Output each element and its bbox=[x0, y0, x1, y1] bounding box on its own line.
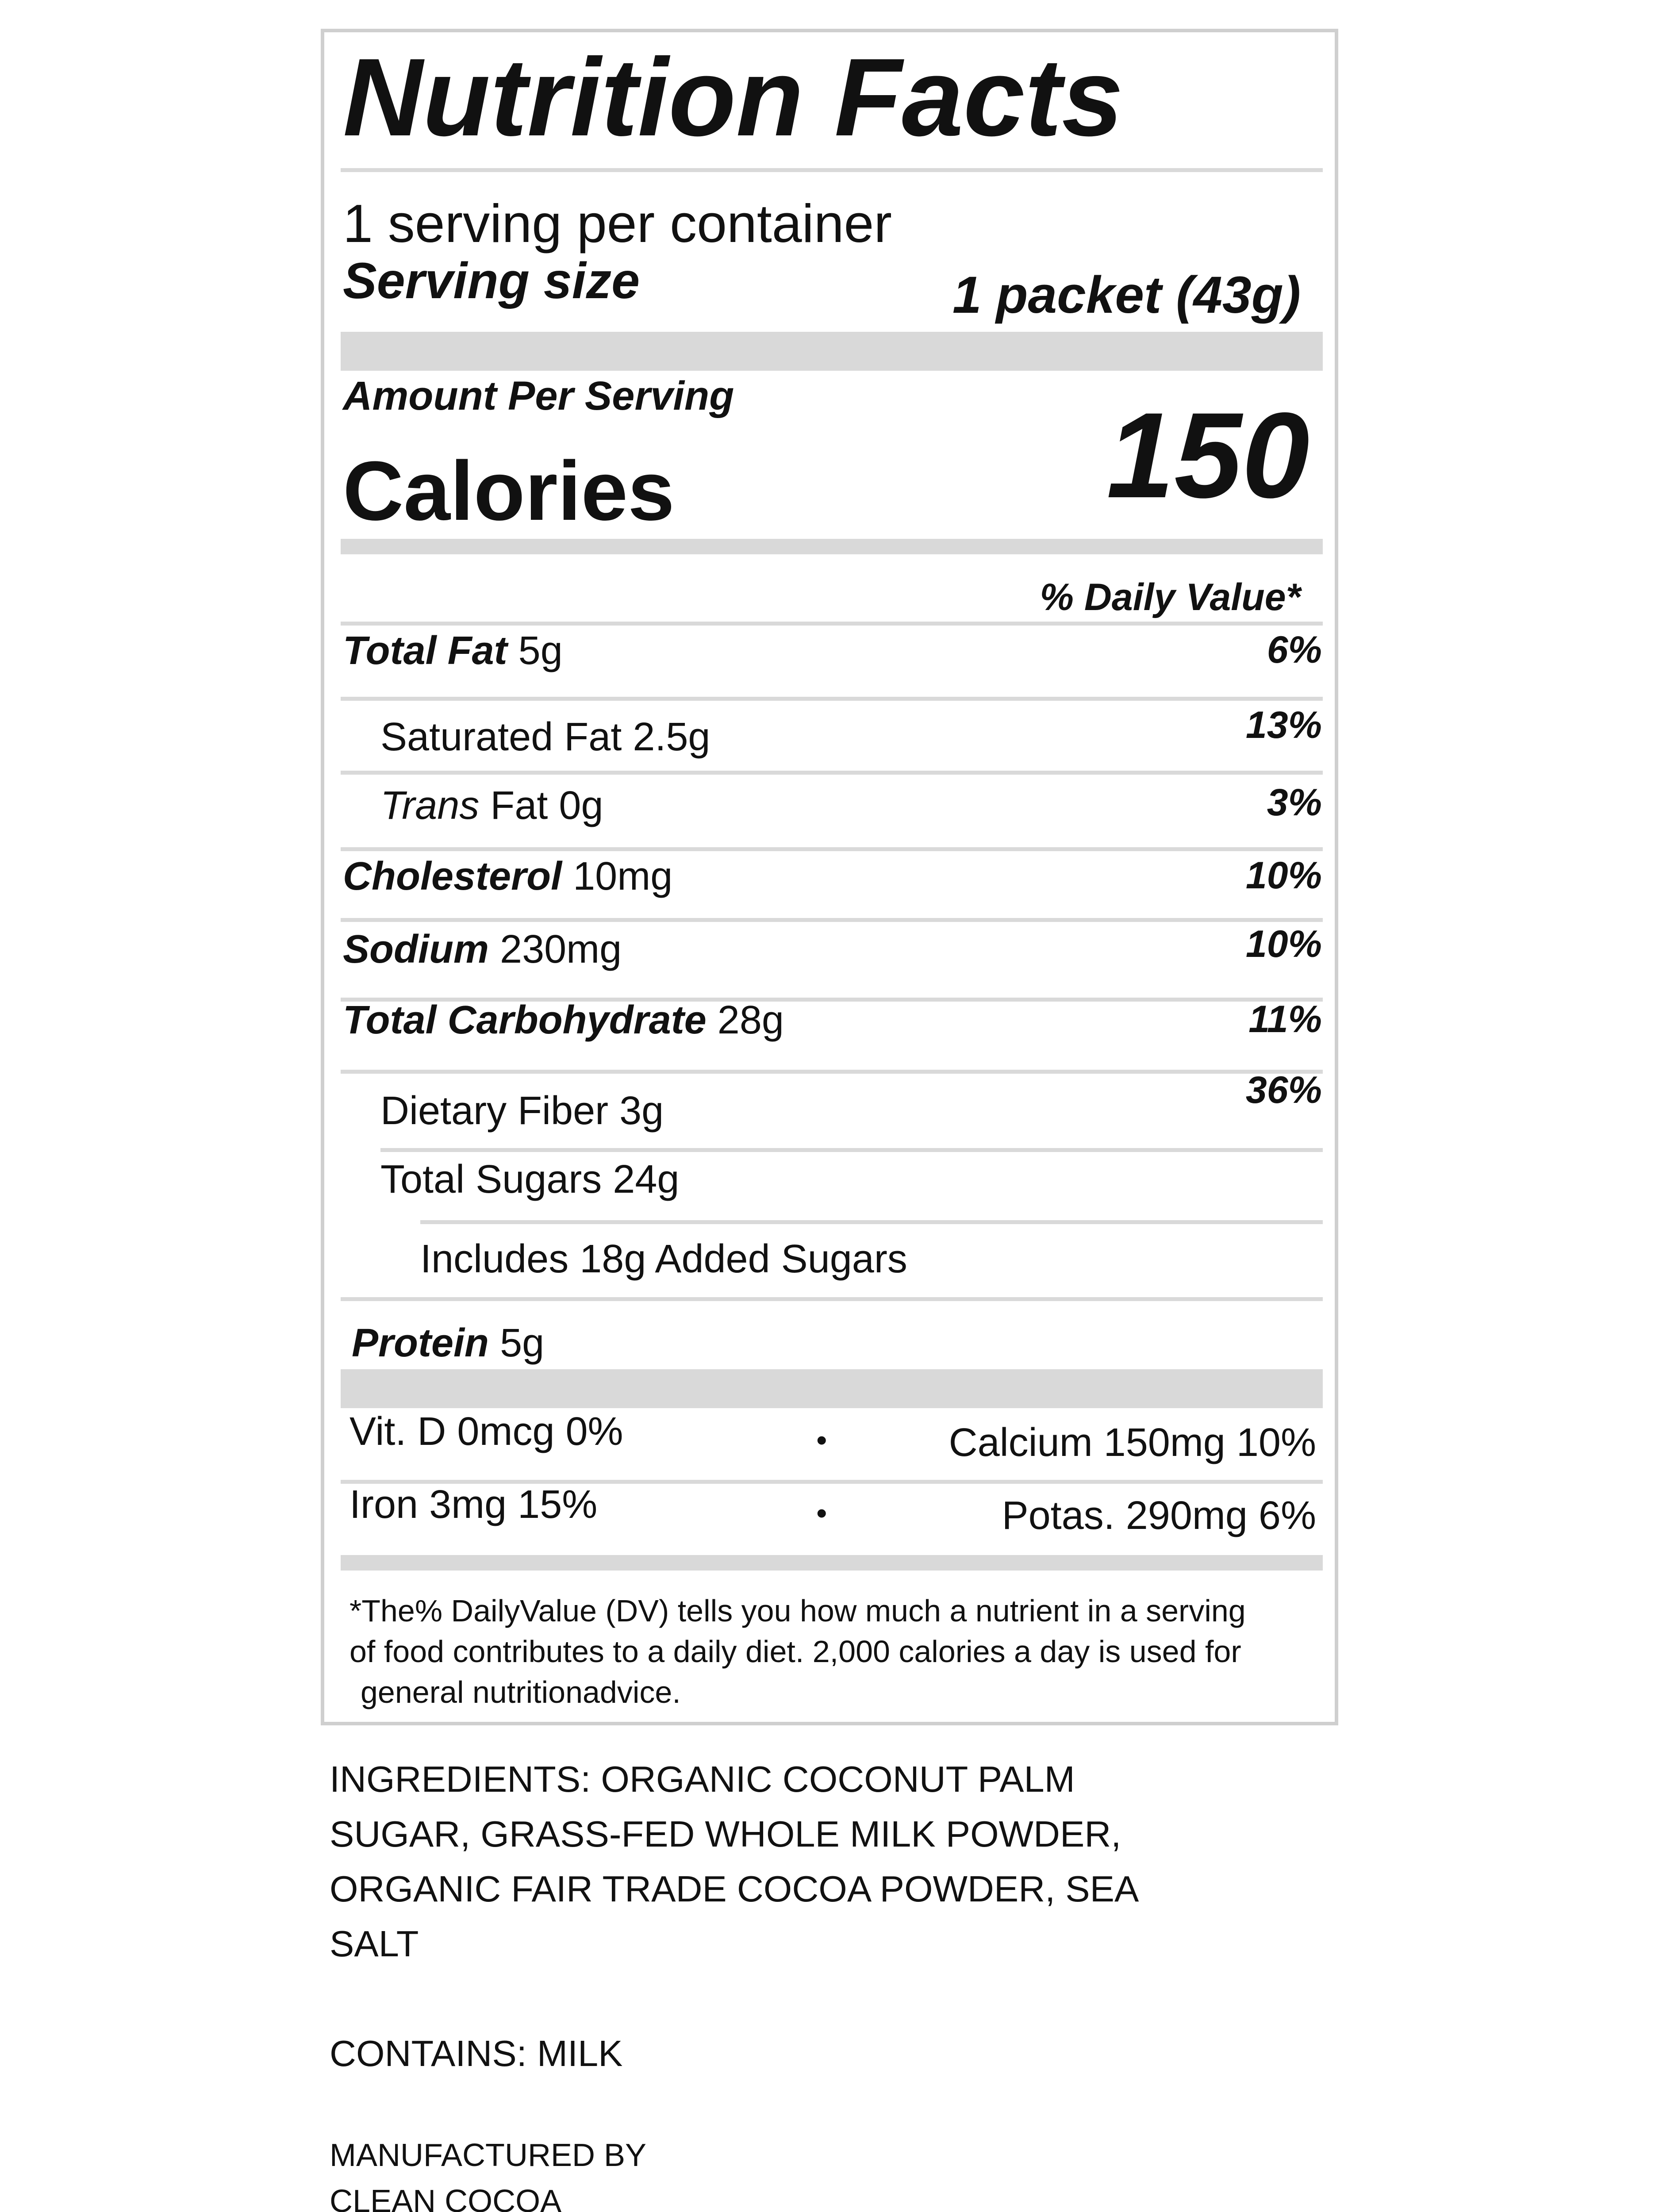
nutrient-dv-trans-fat: 3% bbox=[1267, 781, 1322, 824]
nutrient-dv-total-fat: 6% bbox=[1267, 629, 1322, 671]
title-divider bbox=[341, 168, 1323, 172]
ingredients-line-3: ORGANIC FAIR TRADE COCOA POWDER, SEA bbox=[330, 1868, 1139, 1909]
footnote-line-2: of food contributes to a daily diet. 2,000 calories a day is used for bbox=[349, 1634, 1241, 1669]
ingredients-line-1: INGREDIENTS: ORGANIC COCONUT PALM bbox=[330, 1759, 1075, 1800]
vitamin-d: Vit. D 0mcg 0% bbox=[349, 1409, 623, 1454]
nutrient-dv-cholesterol: 10% bbox=[1245, 854, 1322, 897]
bullet-separator: • bbox=[816, 1423, 827, 1457]
nutrient-name: Includes 18g Added Sugars bbox=[420, 1237, 907, 1281]
nutrient-row-total-fat bbox=[343, 628, 563, 674]
nutrient-amount: 5g bbox=[518, 629, 563, 673]
nutrient-dv-saturated-fat: 13% bbox=[1245, 704, 1322, 746]
contains-statement: CONTAINS: MILK bbox=[330, 2033, 623, 2074]
nutrient-amount: Fat 0g bbox=[490, 783, 603, 828]
nutrient-row-sodium bbox=[343, 927, 622, 972]
thick-divider-1 bbox=[341, 332, 1323, 371]
calories-value: 150 bbox=[1106, 388, 1310, 523]
nutrient-amount: 230mg bbox=[500, 927, 622, 972]
nutrient-row-total-carbohydrate bbox=[343, 998, 784, 1043]
nutrient-name: Saturated Fat 2.5g bbox=[380, 715, 710, 759]
divider-row bbox=[420, 1220, 1323, 1224]
calcium: Calcium 150mg 10% bbox=[949, 1421, 1316, 1465]
ingredients-line-4: SALT bbox=[330, 1923, 419, 1964]
nutrient-amount: 28g bbox=[717, 998, 784, 1042]
nutrient-row-protein bbox=[352, 1321, 544, 1366]
nutrient-amount: 10mg bbox=[573, 854, 673, 899]
nutrient-amount: 5g bbox=[500, 1321, 545, 1365]
bullet-separator: • bbox=[816, 1496, 827, 1530]
nutrient-name: Sodium bbox=[343, 927, 489, 972]
divider-row bbox=[341, 918, 1323, 922]
nutrient-row-total-sugars bbox=[380, 1157, 679, 1202]
divider-row bbox=[341, 1070, 1323, 1074]
calories-label: Calories bbox=[343, 444, 675, 538]
manufacturer-line-2: CLEAN COCOA bbox=[330, 2184, 562, 2212]
footnote-line-3: general nutritionadvice. bbox=[361, 1675, 681, 1709]
thick-divider-2 bbox=[341, 539, 1323, 554]
ingredients-line-2: SUGAR, GRASS-FED WHOLE MILK POWDER, bbox=[330, 1813, 1121, 1855]
daily-value-header: % Daily Value* bbox=[1040, 576, 1301, 618]
manufacturer-line-1: MANUFACTURED BY bbox=[330, 2138, 647, 2173]
thick-divider-3 bbox=[341, 1369, 1323, 1408]
nutrient-dv-dietary-fiber: 36% bbox=[1245, 1069, 1322, 1111]
footnote-line-1: *The% DailyValue (DV) tells you how much a nutrient in a serving bbox=[349, 1594, 1246, 1628]
nutrient-name: Total Sugars 24g bbox=[380, 1157, 680, 1202]
nutrient-row-cholesterol bbox=[343, 854, 672, 899]
nutrient-dv-total-carbohydrate: 11% bbox=[1248, 998, 1322, 1041]
iron: Iron 3mg 15% bbox=[349, 1482, 598, 1527]
potassium: Potas. 290mg 6% bbox=[1002, 1494, 1316, 1538]
divider-row bbox=[341, 771, 1323, 775]
divider-row bbox=[380, 1148, 1323, 1152]
amount-per-serving: Amount Per Serving bbox=[343, 373, 734, 419]
serving-size-value: 1 packet (43g) bbox=[952, 266, 1301, 324]
nutrient-dv-sodium: 10% bbox=[1245, 923, 1322, 965]
divider-dv bbox=[341, 622, 1323, 626]
nutrient-name: Protein bbox=[352, 1321, 489, 1365]
divider-row bbox=[341, 697, 1323, 701]
divider-row bbox=[341, 1297, 1323, 1301]
nutrient-name: Cholesterol bbox=[343, 854, 562, 899]
nutrient-row-dietary-fiber bbox=[380, 1088, 664, 1134]
thick-divider-4 bbox=[341, 1555, 1323, 1571]
nutrient-name: Total Fat bbox=[343, 629, 507, 673]
nutrient-row-saturated-fat bbox=[380, 714, 710, 760]
divider-row bbox=[341, 847, 1323, 851]
label-title: Nutrition Facts bbox=[343, 35, 1123, 159]
nutrient-name: Total Carbohydrate bbox=[343, 998, 707, 1042]
servings-per-container: 1 serving per container bbox=[343, 193, 892, 253]
nutrient-row-added-sugars bbox=[420, 1237, 907, 1282]
serving-size-label: Serving size bbox=[343, 253, 640, 309]
nutrient-name: Trans bbox=[380, 783, 480, 828]
nutrient-row-trans-fat bbox=[380, 783, 603, 829]
nutrient-name: Dietary Fiber 3g bbox=[380, 1089, 664, 1133]
